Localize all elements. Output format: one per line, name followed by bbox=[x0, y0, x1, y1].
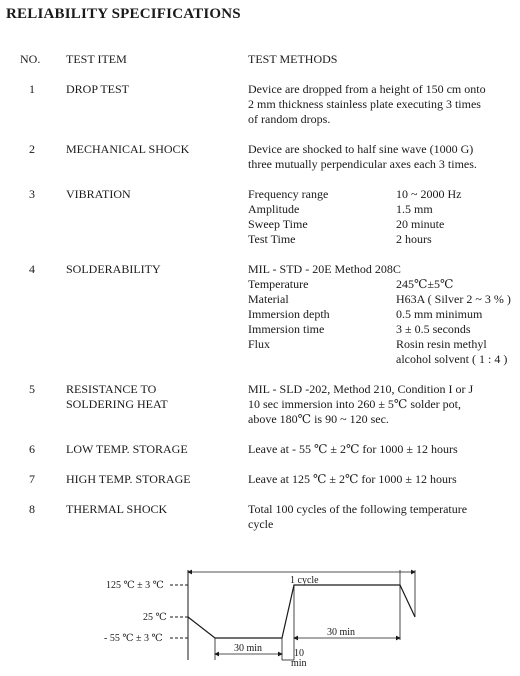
row-3-param-values bbox=[396, 187, 461, 247]
header-test-methods: TEST METHODS bbox=[248, 52, 338, 66]
label-room-temp: 25 ℃ bbox=[143, 612, 167, 623]
row-2-no: 2 bbox=[29, 142, 35, 156]
row-5-no: 5 bbox=[29, 382, 35, 396]
method-line: 10 sec immersion into 260 ± 5℃ solder pot, bbox=[248, 397, 461, 411]
param-name: Immersion time bbox=[248, 322, 325, 336]
page-title: RELIABILITY SPECIFICATIONS bbox=[6, 6, 241, 22]
row-8-method bbox=[248, 502, 467, 532]
row-4-item: SOLDERABILITY bbox=[66, 262, 161, 276]
row-5-method bbox=[248, 382, 473, 427]
row-4-method: MIL - STD - 20E Method 208C bbox=[248, 262, 401, 276]
param-value: 2 hours bbox=[396, 232, 432, 246]
param-name: Amplitude bbox=[248, 202, 300, 216]
row-5-item bbox=[66, 382, 168, 412]
row-6-method: Leave at - 55 ℃ ± 2℃ for 1000 ± 12 hours bbox=[248, 442, 458, 456]
transition-label-value: 10 bbox=[294, 648, 304, 659]
param-value: 20 minute bbox=[396, 217, 445, 231]
row-4-no: 4 bbox=[29, 262, 35, 276]
row-2-method bbox=[248, 142, 477, 172]
row-6-item: LOW TEMP. STORAGE bbox=[66, 442, 188, 456]
param-name: Test Time bbox=[248, 232, 296, 246]
param-name: Flux bbox=[248, 337, 271, 351]
header-test-item: TEST ITEM bbox=[66, 52, 127, 66]
method-line: Device are shocked to half sine wave (1000 G) bbox=[248, 142, 474, 156]
temperature-profile bbox=[188, 585, 415, 638]
label-low-temp: - 55 ℃ ± 3 ℃ bbox=[104, 633, 163, 644]
row-7-item: HIGH TEMP. STORAGE bbox=[66, 472, 191, 486]
param-value: Rosin resin methyl bbox=[396, 337, 487, 351]
method-line: Device are dropped from a height of 150 cm onto bbox=[248, 82, 486, 96]
method-line: MIL - SLD -202, Method 210, Condition I or J bbox=[248, 382, 474, 396]
row-4-param-names bbox=[248, 277, 330, 352]
row-1-method bbox=[248, 82, 486, 127]
thermal-cycle-diagram bbox=[0, 560, 520, 676]
method-line: three mutually perpendicular axes each 3 times. bbox=[248, 157, 477, 171]
row-1-item: DROP TEST bbox=[66, 82, 130, 96]
transition-label-unit: min bbox=[291, 658, 307, 669]
param-name: Material bbox=[248, 292, 289, 306]
cycle-label: 1 cycle bbox=[290, 575, 319, 586]
row-3-item: VIBRATION bbox=[66, 187, 131, 201]
param-value: 3 ± 0.5 seconds bbox=[396, 322, 471, 336]
row-1-no: 1 bbox=[29, 82, 35, 96]
header-no: NO. bbox=[20, 52, 41, 66]
row-3-no: 3 bbox=[29, 187, 35, 201]
method-line: Total 100 cycles of the following temperature bbox=[248, 502, 468, 516]
method-line: above 180℃ is 90 ~ 120 sec. bbox=[248, 412, 389, 426]
param-name: Frequency range bbox=[248, 187, 329, 201]
param-value: H63A ( Silver 2 ~ 3 % ) bbox=[396, 292, 511, 306]
param-value: 1.5 mm bbox=[396, 202, 433, 216]
item-line: RESISTANCE TO bbox=[66, 382, 157, 396]
param-value: 245℃±5℃ bbox=[396, 277, 454, 291]
low-dwell-label: 30 min bbox=[234, 643, 263, 654]
row-7-method: Leave at 125 ℃ ± 2℃ for 1000 ± 12 hours bbox=[248, 472, 457, 486]
method-line: cycle bbox=[248, 517, 274, 531]
param-value: 10 ~ 2000 Hz bbox=[396, 187, 462, 201]
param-value: alcohol solvent ( 1 : 4 ) bbox=[396, 352, 508, 366]
param-name: Immersion depth bbox=[248, 307, 330, 321]
row-3-param-names bbox=[248, 187, 328, 247]
row-8-item: THERMAL SHOCK bbox=[66, 502, 168, 516]
method-line: 2 mm thickness stainless plate executing 3 times bbox=[248, 97, 481, 111]
row-2-item: MECHANICAL SHOCK bbox=[66, 142, 190, 156]
item-line: SOLDERING HEAT bbox=[66, 397, 168, 411]
param-name: Sweep Time bbox=[248, 217, 308, 231]
label-high-temp: 125 ℃ ± 3 ℃ bbox=[106, 580, 164, 591]
method-line: of random drops. bbox=[248, 112, 331, 126]
row-8-no: 8 bbox=[29, 502, 35, 516]
row-7-no: 7 bbox=[29, 472, 35, 486]
high-dwell-label: 30 min bbox=[327, 627, 356, 638]
param-name: Temperature bbox=[248, 277, 309, 291]
row-6-no: 6 bbox=[29, 442, 35, 456]
row-4-param-values bbox=[396, 277, 511, 367]
param-value: 0.5 mm minimum bbox=[396, 307, 483, 321]
